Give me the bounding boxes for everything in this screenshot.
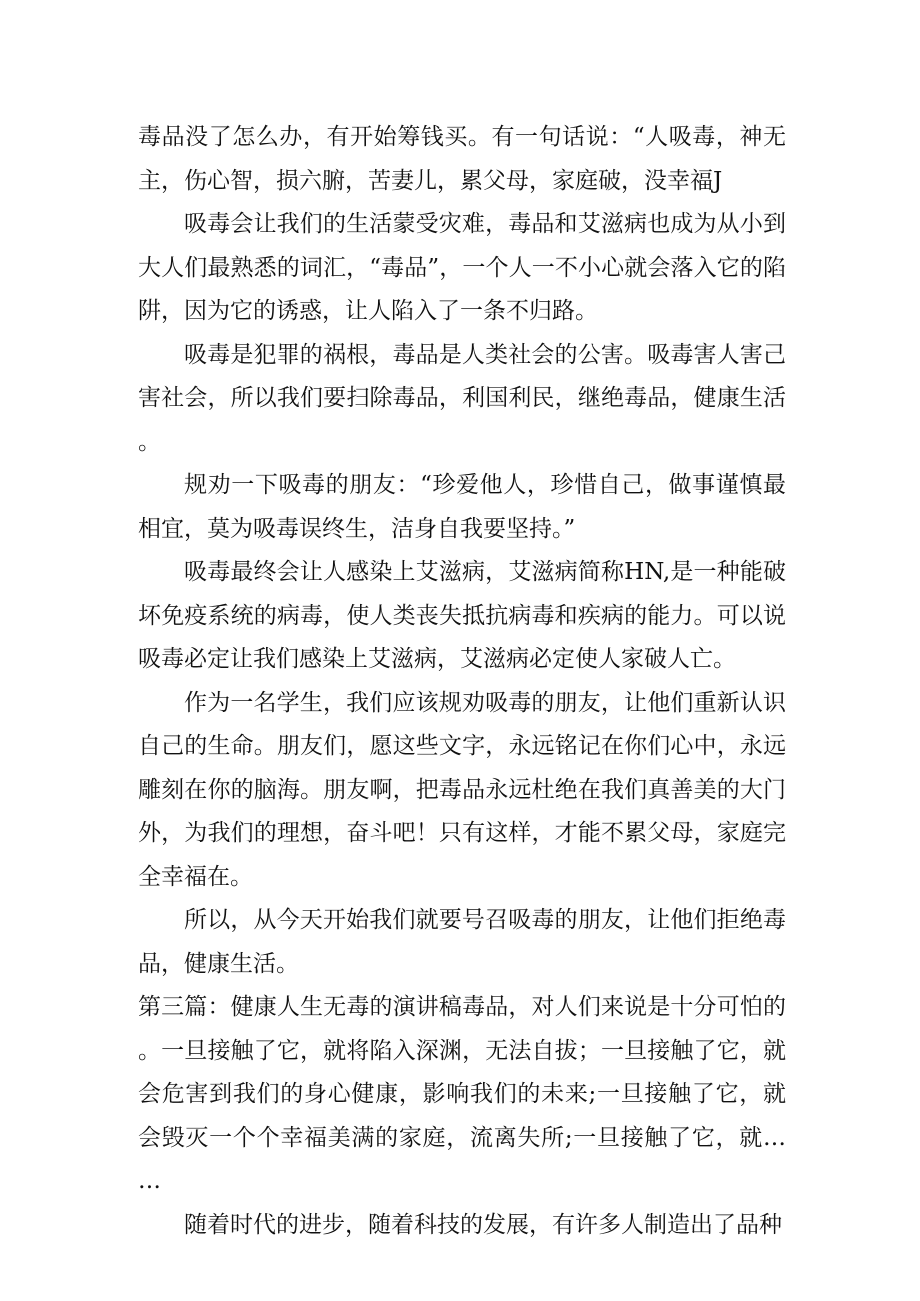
paragraph-3: 吸毒是犯罪的祸根，毒品是人类社会的公害。吸毒害人害己害社会，所以我们要扫除毒品，利国利民，继绝毒品，健康生活。 (138, 341, 786, 455)
paragraph-6: 作为一名学生，我们应该规劝吸毒的朋友，让他们重新认识自己的生命。朋友们，愿这些文字，永远铭记在你们心中，永远雕刻在你的脑海。朋友啊，把毒品永远杜绝在我们真善美的大门外，为我们的理想，奋斗吧！只有这样，才能不累父母，家庭完全幸福在。 (138, 689, 786, 890)
paragraph-5: 吸毒最终会让人感染上艾滋病，艾滋病简称HN,是一种能破坏免疫系统的病毒，使人类丧失抵抗病毒和疾病的能力。可以说吸毒必定让我们感染上艾滋病，艾滋病必定使人家破人亡。 (138, 559, 786, 672)
paragraph-4: 规劝一下吸毒的朋友：“珍爱他人，珍惜自己，做事谨慎最相宜，莫为吸毒误终生，洁身自我要坚持。” (138, 472, 786, 542)
document-page (138, 116, 786, 1247)
section-heading-paragraph: 第三篇：健康人生无毒的演讲稿毒品，对人们来说是十分可怕的。一旦接触了它，就将陷入深渊，无法自拔；一旦接触了它，就会危害到我们的身心健康，影响我们的未来;一旦接触了它，就会毁灭一个个幸福美满的家庭，流离失所;一旦接触了它，就…… (138, 994, 786, 1194)
paragraph-1: 毒品没了怎么办，有开始筹钱买。有一句话说：“人吸毒，神无主，伤心智，损六腑，苦妻儿，累父母，家庭破，没幸福J (138, 124, 786, 194)
paragraph-2: 吸毒会让我们的生活蒙受灾难，毒品和艾滋病也成为从小到大人们最熟悉的词汇，“毒品”，一个人一不小心就会落入它的陷阱，因为它的诱惑，让人陷入了一条不归路。 (138, 211, 786, 324)
paragraph-7: 所以，从今天开始我们就要号召吸毒的朋友，让他们拒绝毒品，健康生活。 (138, 907, 786, 977)
paragraph-9: 随着时代的进步，随着科技的发展，有许多人制造出了品种 (184, 1211, 782, 1238)
